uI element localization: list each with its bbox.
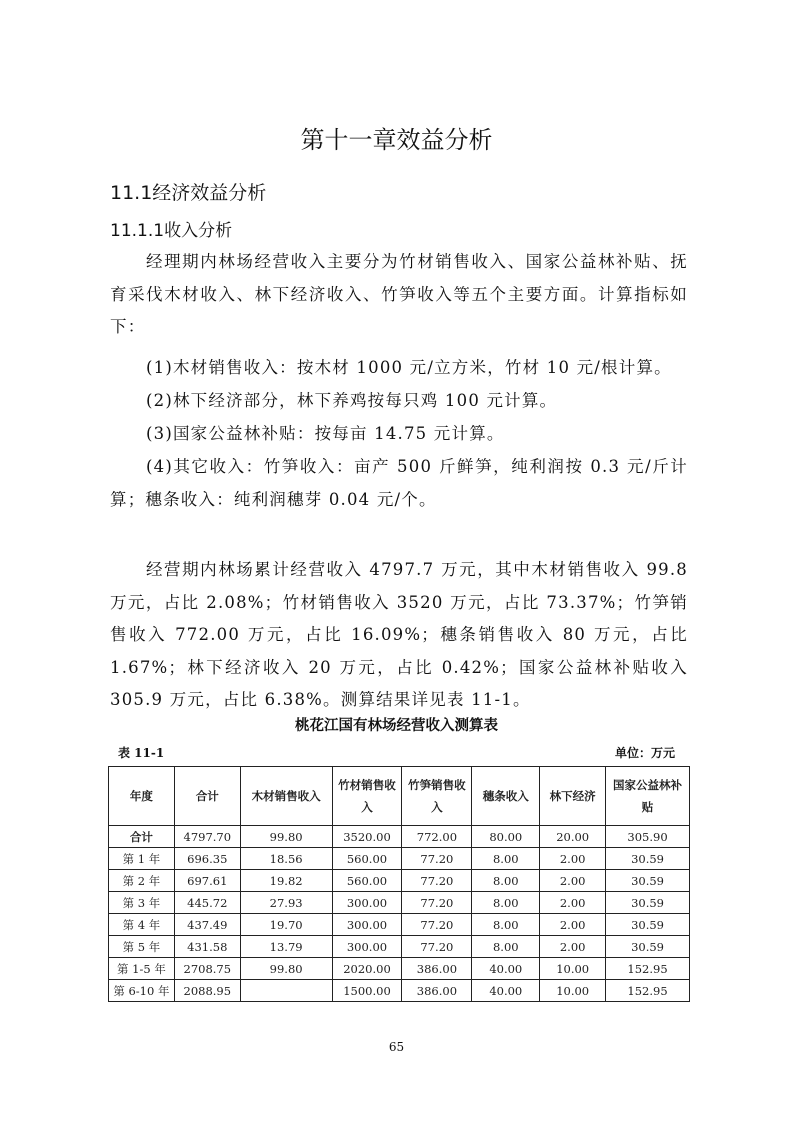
table-cell: 697.61 (174, 870, 240, 892)
table-cell: 30.59 (606, 848, 690, 870)
table-number: 表 11-1 (118, 746, 165, 760)
header-timber: 木材销售收入 (240, 767, 332, 826)
table-cell: 8.00 (472, 914, 540, 936)
table-cell: 2.00 (540, 914, 606, 936)
table-cell: 300.00 (332, 914, 402, 936)
row-label-cell: 第 6-10 年 (109, 980, 175, 1002)
table-row (109, 848, 690, 870)
row-label-cell: 第 5 年 (109, 936, 175, 958)
table-cell: 696.35 (174, 848, 240, 870)
table-cell: 18.56 (240, 848, 332, 870)
table-cell: 437.49 (174, 914, 240, 936)
table-cell: 3520.00 (332, 826, 402, 848)
header-total: 合计 (174, 767, 240, 826)
table-cell: 152.95 (606, 958, 690, 980)
table-cell: 10.00 (540, 958, 606, 980)
table-cell: 305.90 (606, 826, 690, 848)
table-row (109, 936, 690, 958)
table-cell: 8.00 (472, 892, 540, 914)
table-cell: 8.00 (472, 848, 540, 870)
table-cell (240, 980, 332, 1002)
table-cell: 2708.75 (174, 958, 240, 980)
table-header-row (109, 767, 690, 826)
table-cell: 30.59 (606, 892, 690, 914)
table-unit: 单位：万元 (614, 746, 675, 760)
item-4-paragraph: (4)其它收入：竹笋收入：亩产 500 斤鲜笋，纯利润按 0.3 元/斤计算；穗条收入：纯利润穗芽 0.04 元/个。 (110, 457, 688, 509)
table-cell: 99.80 (240, 826, 332, 848)
table-total-row (109, 826, 690, 848)
table-cell: 99.80 (240, 958, 332, 980)
table-row (109, 870, 690, 892)
table-row (109, 958, 690, 980)
table-cell: 30.59 (606, 936, 690, 958)
table-cell: 386.00 (402, 980, 472, 1002)
table-cell: 77.20 (402, 936, 472, 958)
table-cell: 19.70 (240, 914, 332, 936)
table-cell: 2.00 (540, 848, 606, 870)
table-cell: 8.00 (472, 936, 540, 958)
table-cell: 2.00 (540, 870, 606, 892)
table-cell: 80.00 (472, 826, 540, 848)
page-number: 65 (388, 1040, 405, 1054)
item-2-paragraph: (2)林下经济部分，林下养鸡按每只鸡 100 元计算。 (146, 391, 558, 410)
item-1-paragraph: (1)木材销售收入：按木材 1000 元/立方米，竹材 10 元/根计算。 (146, 358, 672, 377)
table-cell: 2088.95 (174, 980, 240, 1002)
table-cell: 4797.70 (174, 826, 240, 848)
table-cell: 2.00 (540, 892, 606, 914)
table-cell: 77.20 (402, 870, 472, 892)
intro-paragraph: 经理期内林场经营收入主要分为竹材销售收入、国家公益林补贴、抚育采伐木材收入、林下经济收入、竹笋收入等五个主要方面。计算指标如下： (110, 252, 688, 336)
table-cell: 2.00 (540, 936, 606, 958)
table-cell: 772.00 (402, 826, 472, 848)
table-row (109, 914, 690, 936)
table-cell: 431.58 (174, 936, 240, 958)
chapter-title: 第十一章效益分析 (300, 126, 493, 154)
row-label-cell: 第 4 年 (109, 914, 175, 936)
subsection-heading: 11.1.1收入分析 (110, 221, 233, 241)
table-cell: 10.00 (540, 980, 606, 1002)
table-cell: 300.00 (332, 936, 402, 958)
summary-paragraph: 经营期内林场累计经营收入 4797.7 万元，其中木材销售收入 99.8 万元，占比 2.08%；竹材销售收入 3520 万元，占比 73.37%；竹笋销售收入 772.00 万元，占比 16.09%；穗条销售收入 80 万元，占比 1.67%；林下经济收入 20 万元，占比 0.42%；国家公益林补贴收入 305.9 万元，占比 6.38%。测算结果详见表 11-1。 (110, 560, 688, 709)
row-label-cell: 合计 (109, 826, 175, 848)
table-cell: 1500.00 (332, 980, 402, 1002)
header-bamboo-shoot: 竹笋销售收入 (402, 767, 472, 826)
table-cell: 40.00 (472, 980, 540, 1002)
table-cell: 77.20 (402, 914, 472, 936)
table-row (109, 980, 690, 1002)
row-label-cell: 第 2 年 (109, 870, 175, 892)
table-cell: 386.00 (402, 958, 472, 980)
table-cell: 20.00 (540, 826, 606, 848)
header-scion: 穗条收入 (472, 767, 540, 826)
header-subsidy: 国家公益林补贴 (606, 767, 690, 826)
table-cell: 560.00 (332, 870, 402, 892)
header-year: 年度 (109, 767, 175, 826)
income-table (108, 766, 690, 1002)
table-cell: 2020.00 (332, 958, 402, 980)
table-row (109, 892, 690, 914)
table-cell: 8.00 (472, 870, 540, 892)
table-cell: 300.00 (332, 892, 402, 914)
table-cell: 30.59 (606, 914, 690, 936)
row-label-cell: 第 3 年 (109, 892, 175, 914)
header-bamboo: 竹材销售收入 (332, 767, 402, 826)
table-cell: 445.72 (174, 892, 240, 914)
table-cell: 27.93 (240, 892, 332, 914)
row-label-cell: 第 1 年 (109, 848, 175, 870)
row-label-cell: 第 1-5 年 (109, 958, 175, 980)
table-cell: 152.95 (606, 980, 690, 1002)
table-cell: 560.00 (332, 848, 402, 870)
item-3-paragraph: (3)国家公益林补贴：按每亩 14.75 元计算。 (146, 424, 505, 443)
table-cell: 77.20 (402, 892, 472, 914)
table-cell: 13.79 (240, 936, 332, 958)
table-caption: 桃花江国有林场经营收入测算表 (295, 718, 498, 734)
header-understory: 林下经济 (540, 767, 606, 826)
section-heading: 11.1经济效益分析 (110, 182, 267, 204)
table-cell: 19.82 (240, 870, 332, 892)
table-cell: 40.00 (472, 958, 540, 980)
table-cell: 77.20 (402, 848, 472, 870)
table-cell: 30.59 (606, 870, 690, 892)
